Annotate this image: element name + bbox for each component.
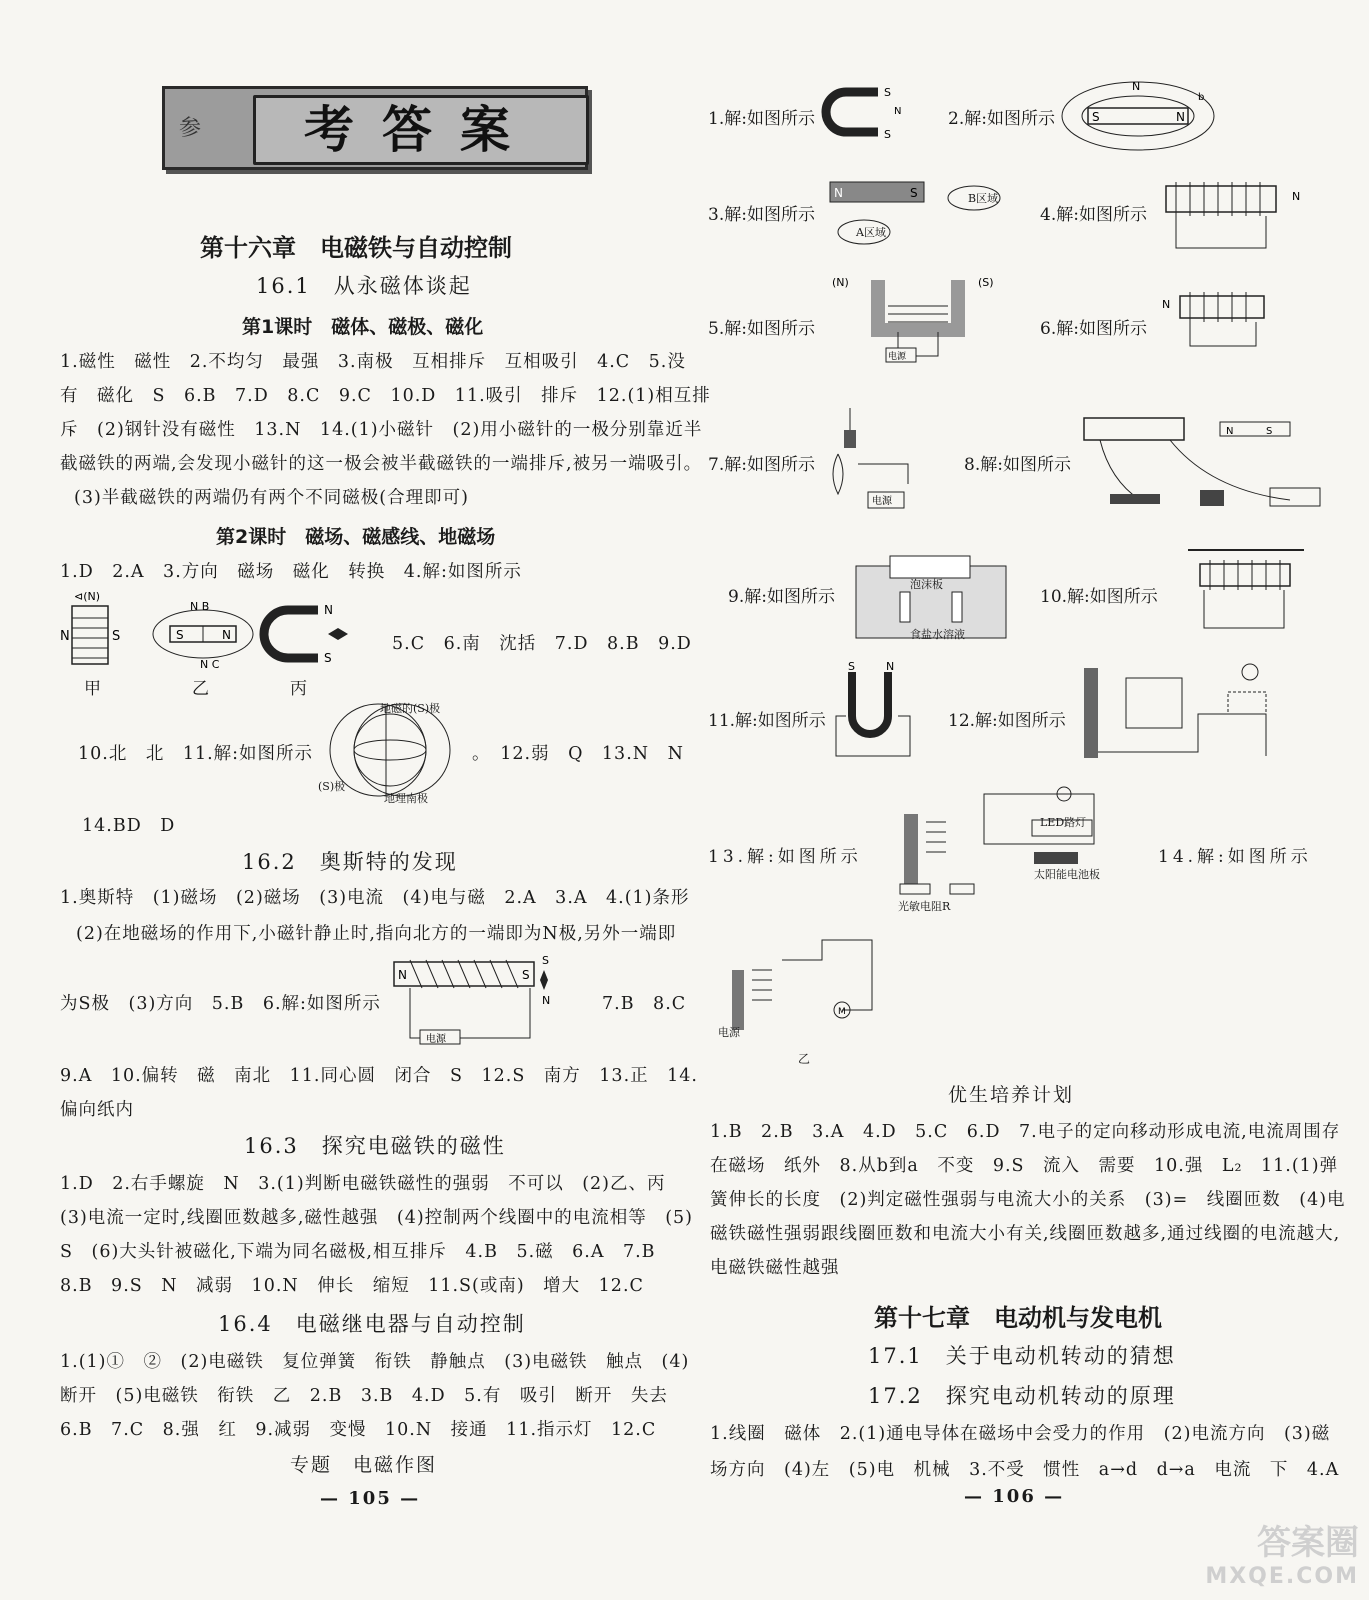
power-label-14: 电源 xyxy=(718,1026,740,1039)
svg-text:电源: 电源 xyxy=(888,352,907,362)
answer-line: 簧伸长的长度 (2)判定磁性强弱与电流大小的关系 (3)= 线圈匝数 (4)电 xyxy=(710,1190,1346,1210)
earth-top-label: 地磁的(S)极 xyxy=(380,702,441,715)
fig-item-6: 6.解:如图所示 xyxy=(1040,319,1147,339)
fig-item-4: 4.解:如图所示 xyxy=(1040,205,1147,225)
answer-line: 场方向 (4)左 (5)电 机械 3.不受 惯性 a→d d→a 电流 下 4.A xyxy=(710,1460,1340,1480)
right-page xyxy=(708,0,1358,1600)
svg-text:N: N xyxy=(1226,426,1234,437)
answer-line: 为S极 (3)方向 5.B 6.解:如图所示 xyxy=(60,994,381,1014)
answer-line: 10.北 北 11.解:如图所示 xyxy=(78,744,314,764)
svg-text:S: S xyxy=(910,186,918,200)
svg-text:N: N xyxy=(1162,298,1171,311)
figure-13-led-circuit xyxy=(896,786,1136,916)
figure-8-circuit xyxy=(1080,404,1340,524)
section-16-1-title: 16.1 从永磁体谈起 xyxy=(256,274,472,298)
svg-text:S: S xyxy=(324,651,332,665)
answer-line: 6.B 7.C 8.强 红 9.减弱 变慢 10.N 接通 11.指示灯 12.C xyxy=(60,1420,657,1440)
answer-line: 偏向纸内 xyxy=(60,1100,134,1120)
fig-item-2: 2.解:如图所示 xyxy=(948,109,1055,129)
section-16-3-title: 16.3 探究电磁铁的磁性 xyxy=(244,1134,506,1158)
figure-7-suspended xyxy=(828,404,948,524)
banner-title: 考答案 xyxy=(253,95,589,165)
svg-text:N: N xyxy=(324,603,333,617)
foam-label: 泡沫板 xyxy=(910,578,943,591)
excellent-plan-title: 优生培养计划 xyxy=(948,1084,1075,1106)
figure-14-motor-relay xyxy=(722,930,902,1050)
answer-line: 1.D 2.右手螺旋 N 3.(1)判断电磁铁磁性的强弱 不可以 (2)乙、丙 xyxy=(60,1174,666,1194)
earth-bottom-label: 地理南极 xyxy=(384,792,428,805)
svg-text:S: S xyxy=(884,86,891,99)
answer-line: 。 12.弱 Q 13.N N xyxy=(472,744,684,764)
svg-text:S: S xyxy=(176,628,184,642)
answer-line: 5.C 6.南 沈括 7.D 8.B 9.D xyxy=(392,634,692,654)
fig-item-7: 7.解:如图所示 xyxy=(708,455,815,475)
figure-2-bar-magnet xyxy=(1058,78,1238,158)
salt-solution-label: 食盐水溶液 xyxy=(910,628,965,641)
svg-text:S: S xyxy=(848,660,855,673)
answer-line: 1.奥斯特 (1)磁场 (2)磁场 (3)电流 (4)电与磁 2.A 3.A 4.(1)条形 xyxy=(60,888,690,908)
answer-line: S (6)大头针被磁化,下端为同名磁极,相互排斥 4.B 5.磁 6.A 7.B xyxy=(60,1242,656,1262)
page-number-left: — 105 — xyxy=(320,1488,421,1509)
figure-jia xyxy=(60,588,120,688)
answer-line: 截磁铁的两端,会发现小磁针的这一极会被半截磁铁的一端排斥,被另一端吸引。 xyxy=(60,454,703,474)
watermark-bottom: MXQE.COM xyxy=(1205,1564,1359,1589)
svg-text:N B: N B xyxy=(190,600,210,613)
answer-line: 1.线圈 磁体 2.(1)通电导体在磁场中会受力的作用 (2)电流方向 (3)磁 xyxy=(710,1424,1331,1444)
figure-12-relay xyxy=(1078,658,1278,768)
svg-text:S: S xyxy=(542,954,549,967)
left-page xyxy=(60,0,711,1600)
fig-item-12: 12.解:如图所示 xyxy=(948,711,1066,731)
svg-text:M: M xyxy=(838,1007,846,1017)
answer-line: 电磁铁磁性越强 xyxy=(710,1258,840,1278)
fig-item-11: 11.解:如图所示 xyxy=(708,711,826,731)
answers-banner xyxy=(162,86,588,170)
label-jia: 甲 xyxy=(84,679,101,699)
svg-text:电源: 电源 xyxy=(872,496,892,507)
answer-line: (3)半截磁铁的两端仍有两个不同磁极(合理即可) xyxy=(74,488,469,508)
led-label: LED路灯 xyxy=(1040,816,1087,829)
svg-text:N C: N C xyxy=(200,658,220,671)
figure-1-u-magnet xyxy=(820,84,920,144)
chapter-16-title: 第十六章 电磁铁与自动控制 xyxy=(200,234,512,262)
figure-yi xyxy=(148,596,258,676)
svg-text:S: S xyxy=(1092,110,1100,124)
section-16-2-title: 16.2 奥斯特的发现 xyxy=(242,850,458,874)
figure-10-coil xyxy=(1184,544,1314,644)
answer-line: 7.B 8.C xyxy=(602,994,687,1014)
answer-line: (3)电流一定时,线圈匝数越多,磁性越强 (4)控制两个线圈中的电流相等 (5) xyxy=(60,1208,693,1228)
fig-item-8: 8.解:如图所示 xyxy=(964,455,1071,475)
answer-line: 在磁场 纸外 8.从b到a 不变 9.S 流入 需要 10.强 L₂ 11.(1)弹 xyxy=(710,1156,1339,1176)
answer-line: 8.B 9.S N 减弱 10.N 伸长 缩短 11.S(或南) 增大 12.C xyxy=(60,1276,644,1296)
answer-line: 磁铁磁性强弱跟线圈匝数和电流大小有关,线圈匝数越多,通过线圈的电流越大, xyxy=(710,1224,1341,1244)
svg-text:N: N xyxy=(60,629,70,644)
figure-11-u-core xyxy=(832,662,922,762)
fig-item-10: 10.解:如图所示 xyxy=(1040,587,1158,607)
watermark-logo xyxy=(1205,1523,1359,1594)
svg-text:N: N xyxy=(222,628,231,642)
fig-item-1: 1.解:如图所示 xyxy=(708,109,815,129)
section-17-1-title: 17.1 关于电动机转动的猜想 xyxy=(868,1344,1176,1368)
svg-text:S: S xyxy=(522,968,530,982)
svg-text:S: S xyxy=(112,629,121,644)
figure-bing xyxy=(258,600,358,670)
lesson-1-title: 第1课时 磁体、磁极、磁化 xyxy=(242,316,484,338)
answer-line: 斥 (2)钢针没有磁性 13.N 14.(1)小磁针 (2)用小磁针的一极分别靠近半 xyxy=(60,420,703,440)
b-zone-label: B区域 xyxy=(968,192,999,205)
svg-text:N: N xyxy=(398,968,407,982)
chapter-17-title: 第十七章 电动机与发电机 xyxy=(874,1304,1162,1332)
fig-item-14: 14.解:如图所示 xyxy=(1158,847,1312,867)
earth-left-label: (S)极 xyxy=(318,780,346,793)
label-yi: 乙 xyxy=(192,679,209,699)
answer-line: 1.B 2.B 3.A 4.D 5.C 6.D 7.电子的定向移动形成电流,电流周围存 xyxy=(710,1122,1341,1142)
a-zone-label: A区域 xyxy=(856,226,886,239)
svg-text:b: b xyxy=(1198,92,1205,103)
section-17-2-title: 17.2 探究电动机转动的原理 xyxy=(868,1384,1176,1408)
svg-text:(N): (N) xyxy=(832,276,849,289)
figure-3-bar-zones xyxy=(824,176,1034,256)
svg-text:N: N xyxy=(886,660,895,673)
svg-text:(S): (S) xyxy=(978,276,994,289)
svg-text:N: N xyxy=(834,186,843,200)
page-number-right: — 106 — xyxy=(964,1486,1065,1507)
figure-6-coil xyxy=(1160,286,1300,366)
figure-solenoid xyxy=(390,952,560,1052)
answer-line: 1.D 2.A 3.方向 磁场 磁化 转换 4.解:如图所示 xyxy=(60,562,522,582)
answer-line: (2)在地磁场的作用下,小磁针静止时,指向北方的一端即为N极,另外一端即 xyxy=(76,924,677,944)
svg-text:电源: 电源 xyxy=(426,1034,446,1045)
figure-5-u-electromagnet xyxy=(828,266,1028,376)
fig-item-3: 3.解:如图所示 xyxy=(708,205,815,225)
answer-line: 断开 (5)电磁铁 衔铁 乙 2.B 3.B 4.D 5.有 吸引 断开 失去 xyxy=(60,1386,668,1406)
svg-text:S: S xyxy=(1266,426,1273,437)
answer-line: 有 磁化 S 6.B 7.D 8.C 9.C 10.D 11.吸引 排斥 12.(1)相互排 xyxy=(60,386,711,406)
answer-line: 14.BD D xyxy=(82,816,176,836)
svg-text:N: N xyxy=(1132,80,1141,93)
fig-item-5: 5.解:如图所示 xyxy=(708,319,815,339)
svg-text:N: N xyxy=(1292,190,1301,203)
figure-4-coil xyxy=(1156,176,1316,256)
svg-text:N: N xyxy=(1176,110,1185,124)
label-bing: 丙 xyxy=(290,679,307,699)
svg-text:N: N xyxy=(542,994,551,1007)
photoresistor-label: 光敏电阻R xyxy=(898,900,951,913)
banner-prefix: 参 xyxy=(179,116,202,141)
svg-text:S: S xyxy=(884,128,891,141)
solar-label: 太阳能电池板 xyxy=(1034,868,1100,881)
fig-item-9: 9.解:如图所示 xyxy=(728,587,835,607)
answer-line: 1.磁性 磁性 2.不均匀 最强 3.南极 互相排斥 互相吸引 4.C 5.没 xyxy=(60,352,686,372)
yi-label-14: 乙 xyxy=(798,1052,811,1066)
svg-text:⊲(N): ⊲(N) xyxy=(74,590,101,603)
special-topic-title: 专题 电磁作图 xyxy=(290,1454,438,1476)
lesson-2-title: 第2课时 磁场、磁感线、地磁场 xyxy=(216,526,496,548)
fig-item-13: 13.解:如图所示 xyxy=(708,847,862,867)
watermark-top: 答案圈 xyxy=(1257,1523,1359,1563)
answer-line: 9.A 10.偏转 磁 南北 11.同心圆 闭合 S 12.S 南方 13.正 14. xyxy=(60,1066,698,1086)
svg-text:N: N xyxy=(894,106,902,117)
answer-line: 1.(1)① ② (2)电磁铁 复位弹簧 衔铁 静触点 (3)电磁铁 触点 (4) xyxy=(60,1352,690,1372)
section-16-4-title: 16.4 电磁继电器与自动控制 xyxy=(218,1312,526,1336)
